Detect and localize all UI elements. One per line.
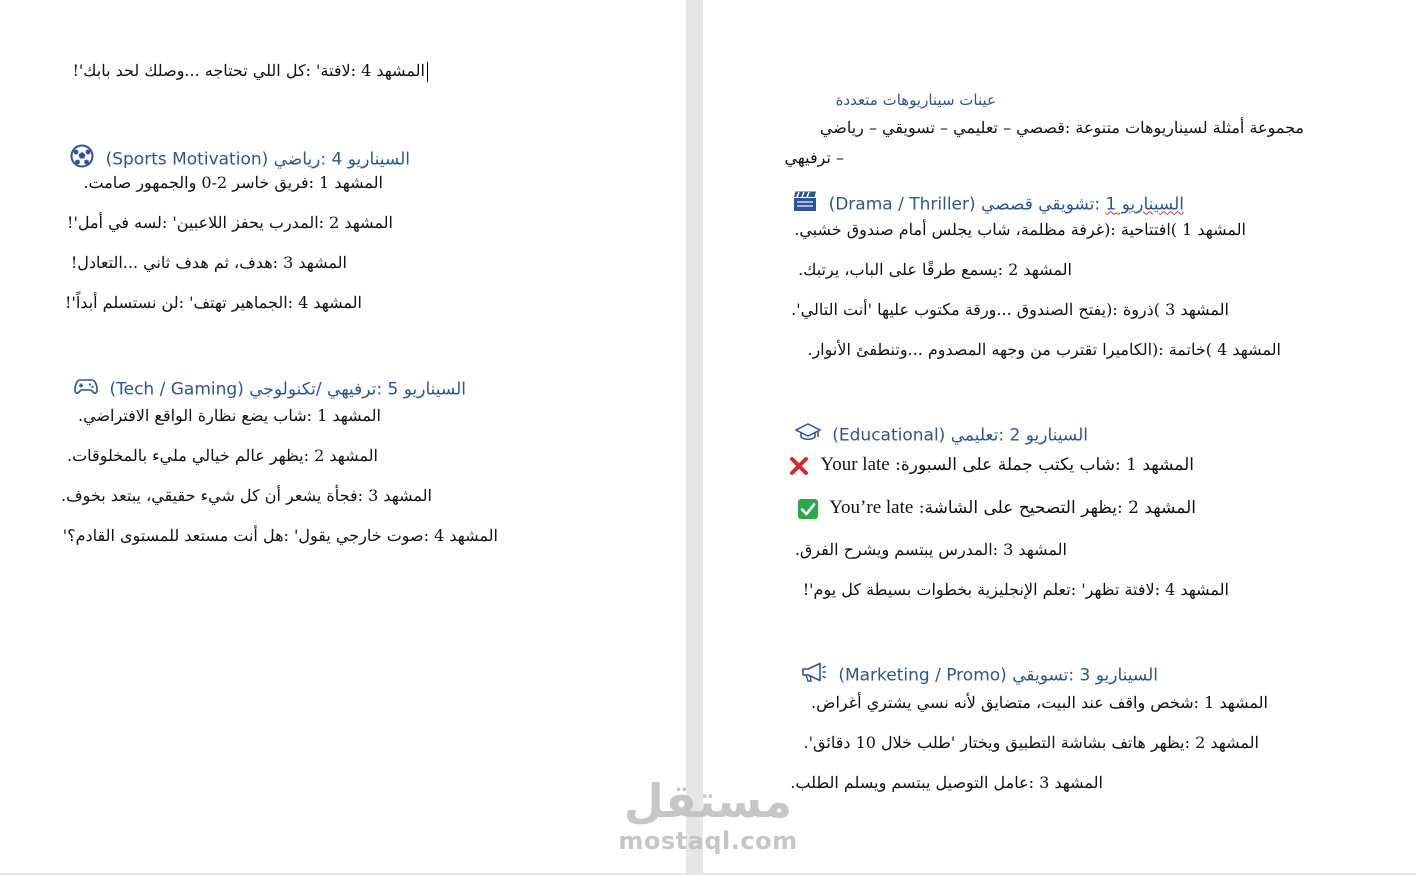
scenario2-scene-1: المشهد 1 :شاب يكتب جملة على السبورة: Your late — [789, 454, 1194, 476]
intro-line-2: – ترفيهي — [784, 148, 844, 167]
scenario5-scene-3: المشهد 3 :فجأة يشعر أن كل شيء حقيقي، يبتعد بخوف. — [60, 486, 432, 505]
text-cursor — [427, 62, 428, 82]
scenario5-heading: السيناريو 5 :ترفيهي /تكنولوجي (Tech / Gaming) — [74, 376, 466, 403]
scenario2-heading: السيناريو 2 :تعليمي (Educational) — [795, 422, 1088, 449]
scenario5-scene-4: المشهد 4 :صوت خارجي يقول' :هل أنت مستعد للمستوى القادم؟' — [62, 526, 498, 545]
scenario4-scene-3: المشهد 3 :هدف، ثم هدف ثاني ...التعادل! — [70, 253, 347, 272]
scenario4-scene-4: المشهد 4 :الجماهير تهتف' :لن نستسلم أبداً'! — [65, 293, 362, 312]
scenario1-scene-3: المشهد 3 )ذروة :(يفتح الصندوق ...ورقة مكتوب عليها 'أنت التالي'. — [791, 300, 1229, 319]
scenario3-heading: السيناريو 3 :تسويقي (Marketing / Promo) — [801, 662, 1158, 689]
scenario1-heading: السيناريو 1 :تشويقي قصصي (Drama / Thriller) — [793, 190, 1184, 219]
spelling-underline: السيناريو 1 — [1105, 194, 1184, 215]
scenario4-heading: السيناريو 4 :رياضي (Sports Motivation) — [70, 144, 410, 175]
cross-mark-icon — [789, 456, 809, 476]
left-top-line: المشهد 4 :لافتة' :كل اللي تحتاجه ...وصلك لحد بابك'! — [72, 60, 428, 82]
document-title: عينات سيناريوهات متعددة — [835, 91, 996, 109]
scenario3-scene-2: المشهد 2 :يظهر هاتف بشاشة التطبيق ويختار 'طلب خلال 10 دقائق'. — [803, 733, 1259, 752]
clapperboard-icon — [793, 190, 817, 219]
scenario3-scene-1: المشهد 1 :شخص واقف عند البيت، متضايق لأنه نسي يشتري أغراض. — [811, 693, 1268, 712]
left-page — [0, 0, 686, 873]
right-page — [703, 0, 1416, 873]
scenario5-scene-2: المشهد 2 :يظهر عالم خيالي مليء بالمخلوقات. — [67, 446, 378, 465]
scenario1-scene-1: المشهد 1 )افتتاحية :(غرفة مظلمة، شاب يجلس أمام صندوق خشبي. — [794, 220, 1246, 239]
graduation-cap-icon — [795, 422, 821, 449]
scenario2-scene-2: المشهد 2 :يظهر التصحيح على الشاشة: You’re late — [798, 497, 1196, 519]
check-mark-icon — [798, 499, 818, 519]
intro-line-1: مجموعة أمثلة لسيناريوهات متنوعة :قصصي – تعليمي – تسويقي – رياضي — [819, 118, 1304, 137]
scenario2-scene-3: المشهد 3 :المدرس يبتسم ويشرح الفرق. — [794, 540, 1067, 559]
game-controller-icon — [74, 376, 98, 403]
megaphone-icon — [801, 662, 827, 689]
scenario5-scene-1: المشهد 1 :شاب يضع نظارة الواقع الافتراضي. — [78, 406, 381, 425]
scenario1-scene-4: المشهد 4 )خاتمة :(الكاميرا تقترب من وجهه المصدوم ...وتنطفئ الأنوار. — [807, 340, 1281, 359]
scenario4-scene-2: المشهد 2 :المدرب يحفز اللاعبين' :لسه في أمل'! — [67, 213, 393, 232]
scenario1-scene-2: المشهد 2 :يسمع طرقًا على الباب، يرتبك. — [798, 260, 1072, 279]
scenario3-scene-3: المشهد 3 :عامل التوصيل يبتسم ويسلم الطلب. — [790, 773, 1103, 792]
mostaql-watermark: مستقل mostaql.com — [618, 774, 798, 855]
scenario4-scene-1: المشهد 1 :فريق خاسر 2-0 والجمهور صامت. — [83, 173, 383, 192]
scenario2-scene-4: المشهد 4 :لافتة تظهر' :تعلم الإنجليزية بخطوات بسيطة كل يوم'! — [802, 580, 1229, 599]
soccer-ball-icon — [70, 144, 94, 175]
